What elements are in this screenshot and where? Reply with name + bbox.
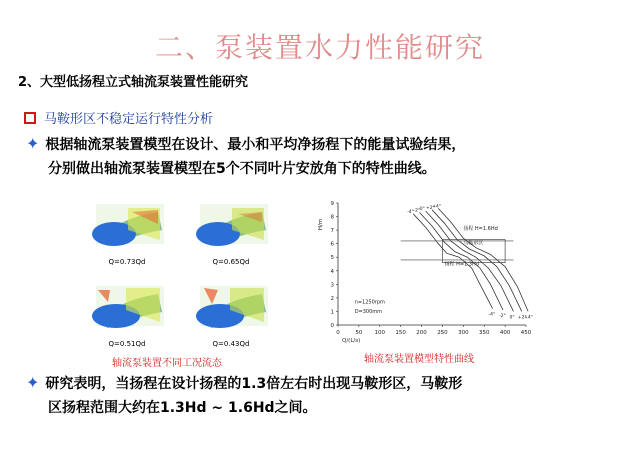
sparkle-star-icon: ✦ — [26, 134, 40, 153]
y-tick-label: 5 — [330, 255, 334, 262]
series-label-0: -4° — [407, 209, 414, 215]
slide-title: 二、泵装置水力性能研究 — [154, 31, 485, 64]
x-tick-label: 300 — [458, 330, 469, 336]
annotation-middle: 马鞍形区 — [463, 240, 484, 247]
flow-caption-4: Q=0.43Qd — [212, 340, 250, 348]
x-tick-label: 250 — [437, 330, 448, 336]
bullet-2-line-2: 区扬程范围大约在1.3Hd ~ 1.6Hd之间。 — [48, 400, 317, 416]
series-label-4: +4° — [432, 204, 442, 210]
annotation-params-1: n=1250rpm — [354, 299, 385, 306]
series-end-label-3: +2° — [517, 315, 527, 321]
x-tick-label: 0 — [336, 330, 340, 336]
bullet-1-line-2: 分别做出轴流泵装置模型在5个不同叶片安放角下的特性曲线。 — [48, 161, 436, 177]
annotation-upper: 扬程 H=1.6Hd — [463, 226, 498, 233]
characteristic-curve-chart — [316, 193, 538, 345]
series-end-label-1: -2° — [499, 314, 506, 320]
flow-images-label: 轴流泵装置不同工况流态 — [112, 358, 222, 369]
x-axis-label: Q/(L/s) — [342, 338, 361, 344]
y-tick-label: 7 — [330, 228, 334, 235]
x-tick-label: 150 — [395, 330, 406, 336]
x-tick-label: 200 — [416, 330, 427, 336]
section-label: 马鞍形区不稳定运行特性分析 — [44, 112, 214, 127]
section-heading — [24, 108, 213, 127]
y-tick-label: 1 — [330, 309, 334, 316]
x-tick-label: 350 — [478, 330, 490, 336]
y-axis-label: H/m — [318, 218, 324, 231]
flow-caption-3: Q=0.51Qd — [108, 340, 146, 348]
bullet-1 — [26, 132, 626, 181]
series-label-1: -2° — [413, 208, 421, 214]
x-tick-label: 100 — [374, 330, 386, 336]
flow-image-1 — [88, 200, 166, 252]
flow-image-2 — [192, 200, 270, 252]
y-tick-label: 9 — [330, 201, 334, 207]
bullet-1-line-1: 根据轴流泵装置模型在设计、最小和平均净扬程下的能量试验结果， — [45, 137, 466, 153]
bullet-2-line-1: 研究表明，当扬程在设计扬程的1.3倍左右时出现马鞍形区，马鞍形 — [45, 376, 463, 392]
y-tick-label: 2 — [330, 295, 334, 302]
series-end-label-0: -4° — [488, 312, 496, 318]
series-end-label-4: +4° — [524, 315, 533, 321]
flow-image-3 — [88, 282, 166, 334]
flow-caption-2: Q=0.65Qd — [212, 258, 250, 266]
sparkle-star-icon: ✦ — [26, 373, 40, 392]
bullet-2 — [26, 371, 626, 420]
flow-image-4 — [192, 282, 270, 334]
chart-label: 轴流泵装置模型特性曲线 — [364, 354, 474, 365]
x-tick-label: 50 — [355, 330, 363, 336]
y-tick-label: 0 — [330, 323, 334, 329]
y-tick-label: 3 — [330, 282, 334, 289]
series-end-label-2: 0° — [509, 315, 515, 321]
flow-caption-1: Q=0.73Qd — [108, 258, 146, 266]
chart-svg — [316, 193, 538, 345]
annotation-lower: 扬程 H=1.3Hd — [444, 261, 479, 268]
series-label-2: 0° — [419, 207, 425, 213]
y-tick-label: 8 — [330, 214, 334, 221]
x-tick-label: 450 — [520, 330, 532, 336]
flow-pattern-grid — [88, 200, 278, 348]
y-tick-label: 4 — [330, 268, 334, 275]
annotation-params-2: D=300mm — [354, 308, 383, 315]
red-square-icon — [24, 112, 36, 124]
series-label-3: +2° — [426, 205, 435, 211]
slide-subtitle: 2、大型低扬程立式轴流泵装置性能研究 — [18, 75, 249, 90]
x-tick-label: 400 — [499, 330, 511, 336]
y-tick-label: 6 — [330, 241, 334, 248]
